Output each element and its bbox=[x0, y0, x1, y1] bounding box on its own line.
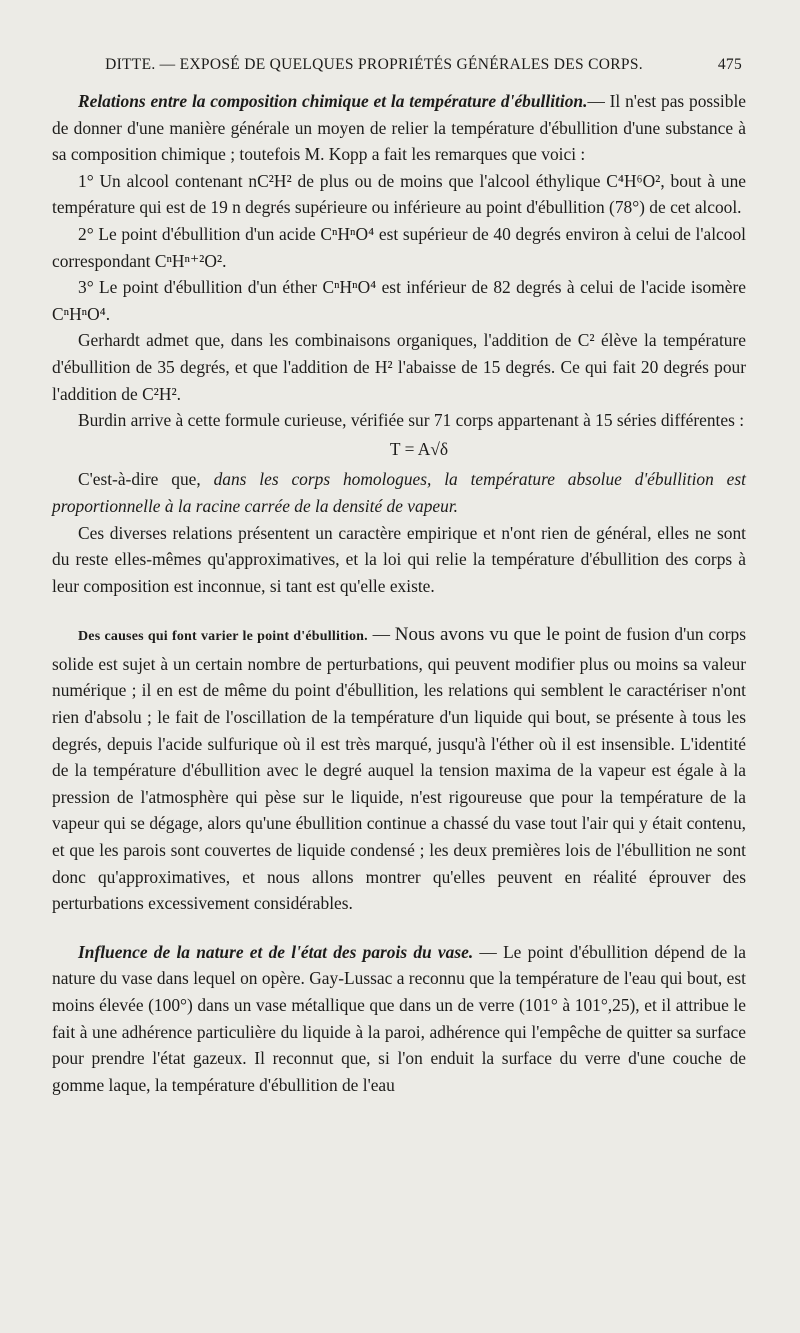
page-number: 475 bbox=[717, 56, 742, 73]
causes-lead: Nous avons vu que le bbox=[394, 624, 560, 646]
heading-dash: — bbox=[367, 624, 395, 645]
burdin-formula: T = A√δ bbox=[389, 438, 449, 459]
rule-2-paragraph: 2° Le point d'ébullition d'un acide CⁿHⁿO⁴ est supérieur de 40 degrés environ à celui de l'alcool correspondant CⁿHⁿ⁺²O². bbox=[52, 223, 746, 271]
gerhardt-paragraph: Gerhardt admet que, dans les combinaisons organiques, l'addition de C² élève la température d'ébullition de 35 degrés, et que l'addition de H² l'abaisse de 15 degrés. Ce qui fait 20 degrés pour l'addition de C²H². bbox=[52, 330, 746, 404]
conclusion-italic: dans les corps homologues, la température absolue d'ébullition est proportionnelle à la racine carrée de la densité de vapeur. bbox=[52, 469, 746, 516]
rule-3-paragraph: 3° Le point d'ébullition d'un éther CⁿHⁿO⁴ est inférieur de 82 degrés à celui de l'acide isomère CⁿHⁿO⁴. bbox=[52, 277, 746, 324]
heading-dash: — bbox=[473, 941, 504, 962]
section-heading-causes: Des causes qui font varier le point d'ébullition. bbox=[78, 629, 368, 645]
conclusion-lead: C'est-à-dire que, bbox=[78, 469, 214, 490]
section-causes-paragraph bbox=[52, 621, 746, 917]
remarks-paragraph: Ces diverses relations présentent un caractère empirique et n'ont rien de général, elles ne sont du reste elles-mêmes qu'approximatives, et la loi qui relie la température d'ébullition des corps à leur composition est inconnue, si tant est qu'elle existe. bbox=[52, 522, 746, 596]
heading-dash: — bbox=[587, 91, 605, 111]
burdin-paragraph: Burdin arrive à cette formule curieuse, vérifiée sur 71 corps appartenant à 15 séries différentes : bbox=[78, 410, 745, 431]
influence-text: Le point d'ébullition dépend de la nature du vase dans lequel on opère. Gay-Lussac a reconnu que la température de l'eau qui bout, est moins élevée (100°) dans un vase métallique que dans un de verre (101° à 101°,25), et il attribue le fait à une adhérence particulière du liquide à la paroi, adhérence qui l'empêche de quitter sa surface pour prendre l'état gazeux. Il reconnut que, si l'on enduit la surface du verre d'une couche de gomme laque, la température d'ébullition de l'eau bbox=[52, 941, 747, 1095]
section-heading-influence: Influence de la nature et de l'état des parois du vase. bbox=[78, 941, 474, 962]
section-relations-heading-paragraph bbox=[52, 88, 746, 168]
page-body bbox=[52, 88, 746, 1098]
conclusion-paragraph bbox=[52, 466, 746, 519]
section-influence-paragraph bbox=[52, 939, 746, 1099]
intro-paragraph: Il n'est pas possible de donner d'une manière générale un moyen de relier la température d'ébullition d'une substance à sa composition chimique ; toutefois M. Kopp a fait les remarques que voici : bbox=[52, 91, 746, 165]
causes-text: point de fusion d'un corps solide est sujet à un certain nombre de perturbations, qui peuvent modifier plus ou moins sa valeur numérique ; il en est de même du point d'ébullition, les relations qui semblent le caractériser n'ont rien d'absolu ; le fait de l'oscillation de la température d'un liquide qui bout, se présente à tous les degrés, depuis l'acide sulfurique où il est très marqué, jusqu'à l'éther où il est insensible. L'identité de la température d'ébullition avec le degré auquel la tension maxima de la vapeur est égale à la pression de l'atmosphère qui pèse sur le liquide, n'est rigoureuse que pour la température de la vapeur qui se dégage, alors qu'une ébullition continue a chassé du vase tout l'air qui y était contenu, et que les parois sont couvertes de liquide condensé ; les deux premières lois de l'ébullition ne sont donc qu'approximatives, et nous allons montrer qu'elles peuvent en réalité éprouver des perturbations excessivement considérables. bbox=[52, 624, 746, 914]
section-heading-relations: Relations entre la composition chimique et la température d'ébullition. bbox=[78, 91, 588, 111]
running-head bbox=[54, 56, 744, 74]
rule-1-paragraph: 1° Un alcool contenant nC²H² de plus ou de moins que l'alcool éthylique C⁴H⁶O², bout à une température qui est de 19 n degrés supérieure ou inférieure au point d'ébullition (78°) de cet alcool. bbox=[52, 170, 746, 218]
running-title: DITTE. — EXPOSÉ DE QUELQUES PROPRIÉTÉS GÉNÉRALES DES CORPS. bbox=[105, 56, 643, 73]
